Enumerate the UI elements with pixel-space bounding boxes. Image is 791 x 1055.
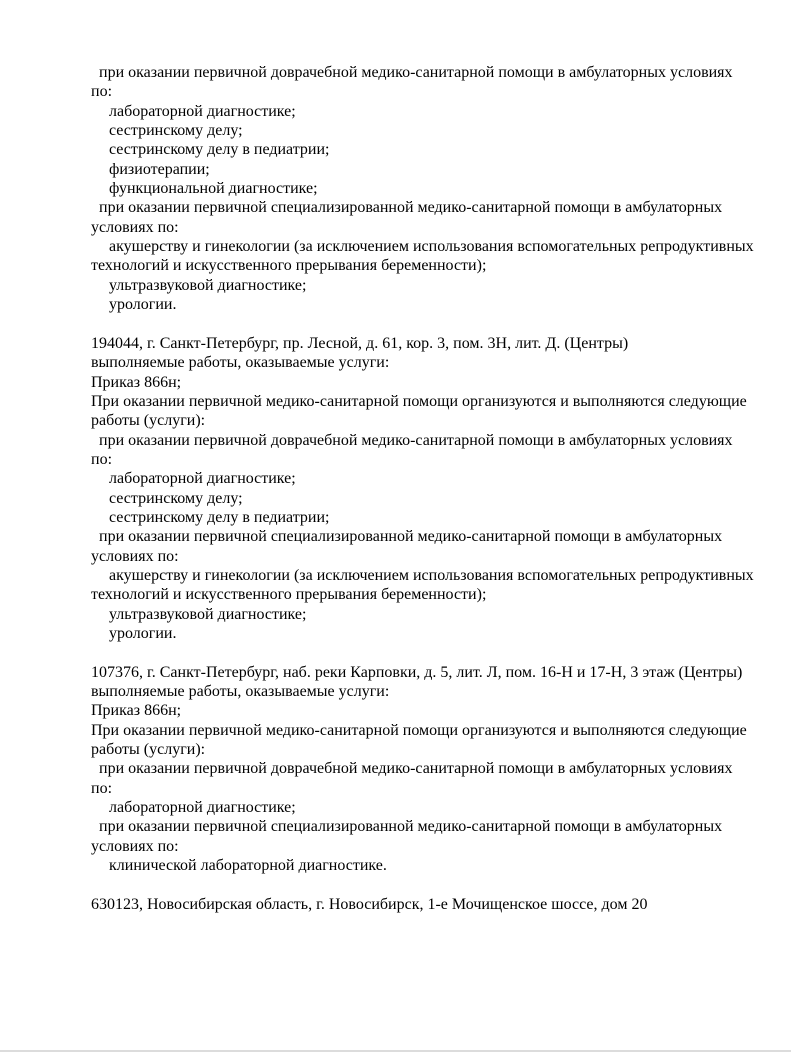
bottom-divider — [0, 1050, 791, 1052]
document-line: выполняемые работы, оказываемые услуги: — [91, 683, 390, 700]
document-line: сестринскому делу в педиатрии; — [109, 508, 330, 526]
document-line: при оказании первичной специализированной медико-санитарной помощи в амбулаторных — [99, 818, 723, 836]
license-block-services-continued — [91, 63, 759, 314]
document-line: акушерству и гинекологии (за исключением использования вспомогательных репродуктивных — [109, 238, 754, 256]
document-line: урологии. — [109, 624, 177, 642]
document-line: акушерству и гинекологии (за исключением использования вспомогательных репродуктивных — [109, 566, 754, 584]
document-line: технологий и искусственного прерывания беременности); — [91, 257, 487, 275]
license-document-text — [91, 63, 759, 914]
document-line: условиях по: — [91, 547, 179, 565]
document-line: лабораторной диагностике; — [109, 102, 296, 120]
license-block-address-novosibirsk — [91, 895, 759, 914]
document-line: функциональной диагностике; — [109, 180, 318, 198]
document-line: клинической лабораторной диагностике. — [109, 857, 387, 875]
document-line: при оказании первичной специализированной медико-санитарной помощи в амбулаторных — [99, 528, 723, 546]
document-line: по: — [91, 450, 113, 468]
document-line: по: — [91, 83, 113, 101]
document-line: при оказании первичной специализированной медико-санитарной помощи в амбулаторных — [99, 199, 723, 217]
document-line: при оказании первичной доврачебной медико-санитарной помощи в амбулаторных условиях — [99, 64, 733, 81]
document-line: работы (услуги): — [91, 741, 206, 759]
document-line: при оказании первичной доврачебной медико-санитарной помощи в амбулаторных условиях — [99, 760, 733, 778]
document-line: Приказ 866н; — [91, 373, 182, 391]
document-line: условиях по: — [91, 837, 179, 855]
document-line: сестринскому делу; — [109, 122, 243, 140]
license-block-address-lesnoy — [91, 334, 759, 644]
document-line: ультразвуковой диагностике; — [109, 605, 307, 623]
document-line: 107376, г. Санкт-Петербург, наб. реки Карповки, д. 5, лит. Л, пом. 16-Н и 17-Н, 3 этаж (Центры) — [91, 663, 743, 681]
document-line: Приказ 866н; — [91, 702, 182, 720]
document-line: выполняемые работы, оказываемые услуги: — [91, 354, 390, 372]
document-line: 630123, Новосибирская область, г. Новосибирск, 1-е Мочищенское шоссе, дом 20 — [91, 895, 648, 913]
document-line: при оказании первичной доврачебной медико-санитарной помощи в амбулаторных условиях — [99, 431, 733, 449]
document-line: При оказании первичной медико-санитарной помощи организуются и выполняются следующие — [91, 721, 747, 739]
document-line: лабораторной диагностике; — [109, 799, 296, 817]
document-line: физиотерапии; — [109, 160, 210, 178]
document-line: ультразвуковой диагностике; — [109, 276, 307, 294]
document-line: сестринскому делу в педиатрии; — [109, 141, 330, 159]
document-line: урологии. — [109, 296, 177, 314]
document-line: При оказании первичной медико-санитарной помощи организуются и выполняются следующие — [91, 392, 747, 410]
document-line: работы (услуги): — [91, 412, 206, 430]
license-block-address-karpovka — [91, 663, 759, 876]
document-line: сестринскому делу; — [109, 489, 243, 507]
document-line: лабораторной диагностике; — [109, 470, 296, 488]
document-line: 194044, г. Санкт-Петербург, пр. Лесной, д. 61, кор. 3, пом. 3Н, лит. Д. (Центры) — [91, 334, 629, 352]
document-line: условиях по: — [91, 218, 179, 236]
document-line: по: — [91, 779, 113, 797]
document-line: технологий и искусственного прерывания беременности); — [91, 586, 487, 604]
